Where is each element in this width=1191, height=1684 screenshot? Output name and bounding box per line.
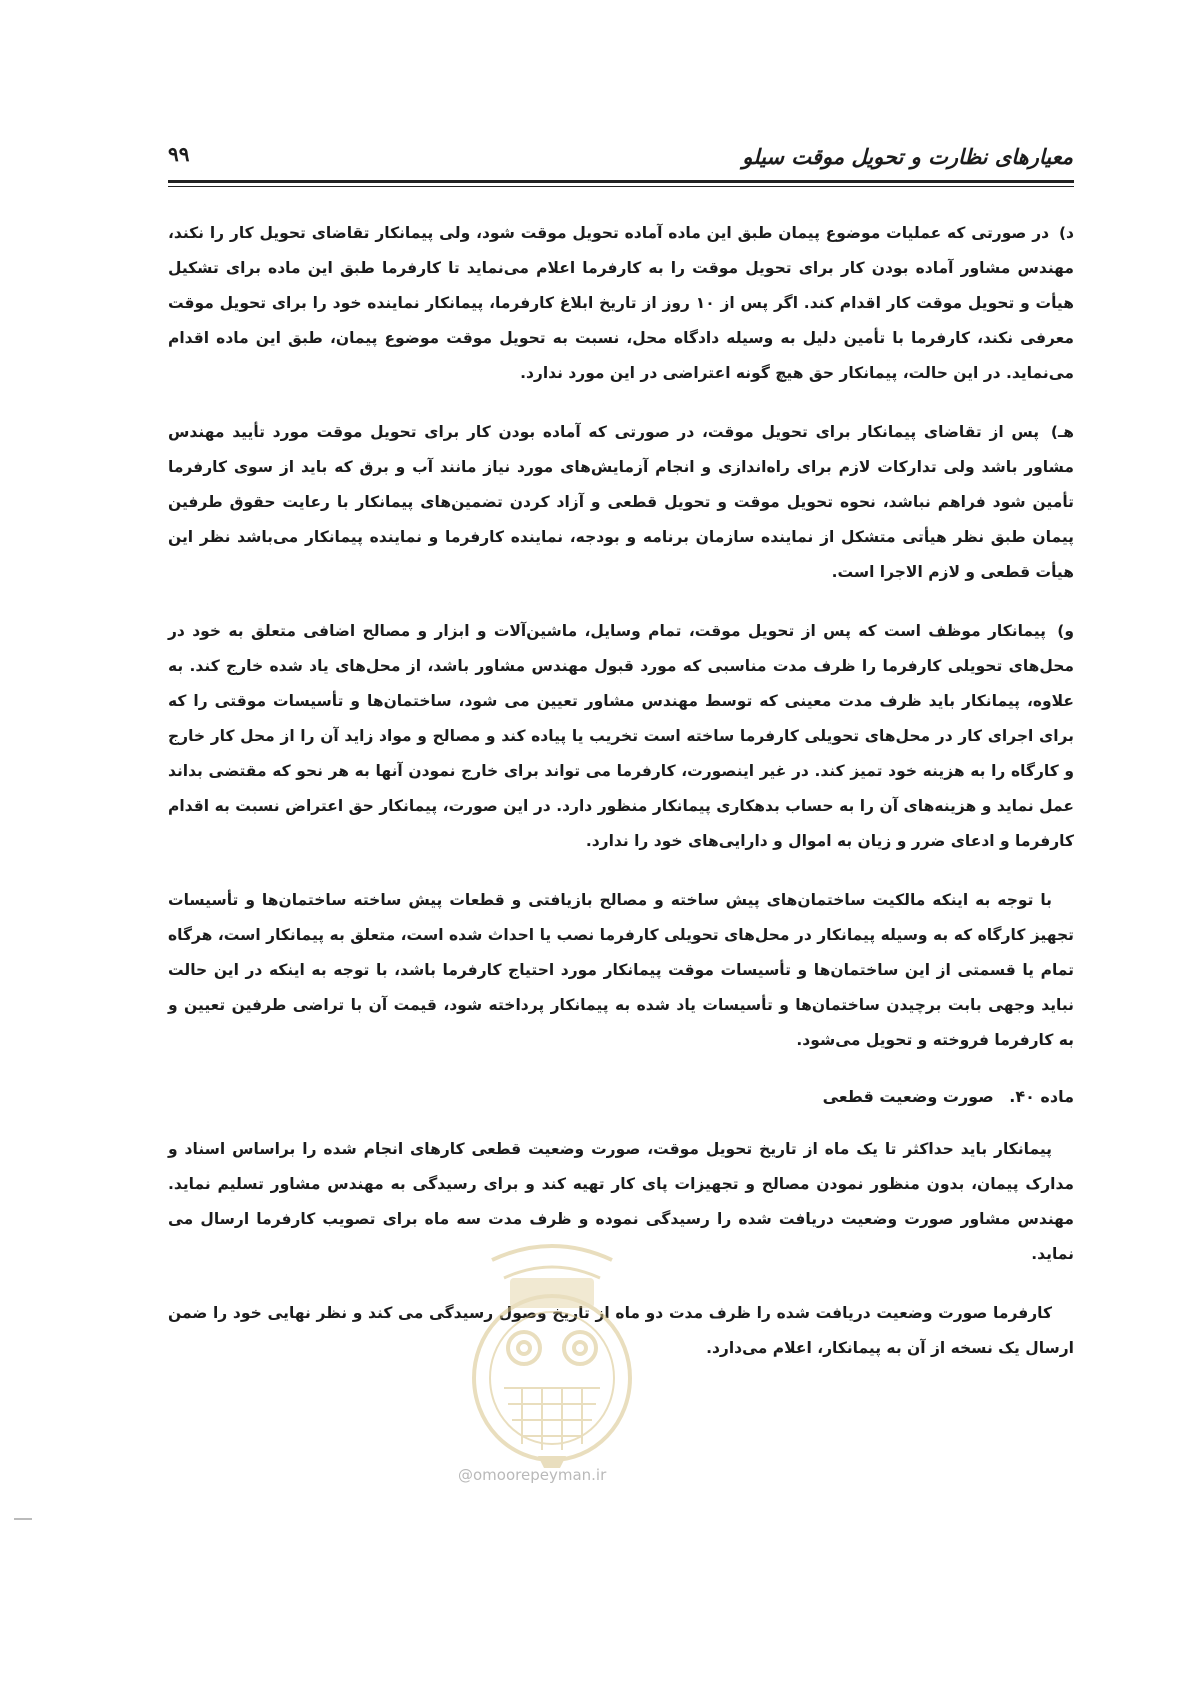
header-rule-thick [168, 180, 1074, 183]
paragraph-he [168, 415, 1074, 590]
section-title: صورت وضعیت قطعی [822, 1087, 994, 1106]
section-number: ماده ۴۰. [1009, 1087, 1074, 1106]
clause-marker: و) [1057, 622, 1074, 640]
page-number: ۹۹ [168, 142, 190, 166]
header-title: معیارهای نظارت و تحویل موقت سیلو [742, 144, 1073, 169]
paragraph-text: پس از تقاضای پیمانکار برای تحویل موقت، در صورتی که آماده بودن کار برای تحویل موقت مورد تأیید مهندس مشاور باشد ولی تدارکات لازم برای راه‌اندازی و انجام آزمایش‌های مورد نیاز مانند آب و برق که باید از سوی کارفرما تأمین شود فراهم نباشد، نحوه تحویل موقت و تحویل قطعی و آزاد کردن تضمین‌های پیمانکار با رعایت حقوق طرفین پیمان طبق نظر هیأتی متشکل از نماینده سازمان برنامه و بودجه، نماینده کارفرما و نماینده پیمانکار می‌باشد نظر این هیأت قطعی و لازم الاجرا است. [168, 423, 1074, 581]
paragraph-text: پیمانکار باید حداکثر تا یک ماه از تاریخ تحویل موقت، صورت وضعیت قطعی کارهای انجام شده را براساس اسناد و مدارک پیمان، بدون منظور نمودن مصالح و تجهیزات پای کار تهیه کند و برای رسیدگی به مهندس مشاور تسلیم نماید. مهندس مشاور صورت وضعیت دریافت شده را رسیدگی نموده و ظرف مدت سه ماه برای تصویب کارفرما ارسال می نماید. [168, 1140, 1074, 1263]
paragraph-text: پیمانکار موظف است که پس از تحویل موقت، تمام وسایل، ماشین‌آلات و ابزار و مصالح اضافی متعلق به خود در محل‌های تحویلی کارفرما را ظرف مدت مناسبی که مورد قبول مهندس مشاور باشد، از محل‌های یاد شده خارج کند. به علاوه، پیمانکار باید ظرف مدت معینی که توسط مهندس مشاور تعیین می شود، ساختمان‌ها و تأسیسات موقتی را که برای اجرای کار در محل‌های تحویلی کارفرما ساخته است تخریب یا پیاده کند و مصالح و مواد زاید آن را از محل کار خارج و کارگاه را به هزینه خود تمیز کند. در غیر اینصورت، کارفرما می تواند برای خارج نمودن آنها به هر نحو که مقتضی بداند عمل نماید و هزینه‌های آن را به حساب بدهکاری پیمانکار منظور دارد. در این صورت، پیمانکار حق اعتراض نسبت به اقدام کارفرما و ادعای ضرر و زیان به اموال و دارایی‌های خود را ندارد. [168, 622, 1074, 850]
body-text [168, 216, 1074, 1390]
clause-marker: هـ) [1050, 423, 1075, 441]
clause-marker: د) [1058, 224, 1074, 242]
paragraph-d [168, 216, 1074, 391]
section-heading [168, 1082, 1074, 1112]
watermark-url: @omoorepeyman.ir [458, 1466, 607, 1484]
paragraph-text: با توجه به اینکه مالکیت ساختمان‌های پیش ساخته و مصالح بازیافتی و قطعات پیش ساخته ساختمان‌ها و تأسیسات تجهیز کارگاه که به وسیله پیمانکار در محل‌های تحویلی کارفرما نصب یا احداث شده است، متعلق به پیمانکار است، هرگاه تمام یا قسمتی از این ساختمان‌ها و تأسیسات موقت پیمانکار مورد احتیاج کارفرما باشد، با توجه به اینکه در این حالت نباید وجهی بابت برچیدن ساختمان‌ها و تأسیسات یاد شده به پیمانکار پرداخته شود، قیمت آن با تراضی طرفین تعیین و به کارفرما فروخته و تحویل می‌شود. [168, 891, 1074, 1049]
header-rule-thin [168, 186, 1074, 187]
paragraph-prefab [168, 883, 1074, 1058]
watermark-seal-icon [452, 1238, 652, 1470]
paragraph-text: در صورتی که عملیات موضوع پیمان طبق این ماده آماده تحویل موقت شود، ولی پیمانکار تقاضای تحویل کار را نکند، مهندس مشاور آماده بودن کار برای تحویل موقت را به کارفرما اعلام می‌نماید تا کارفرما طبق این ماده برای تشکیل هیأت و تحویل موقت کار اقدام کند. اگر پس از ۱۰ روز از تاریخ ابلاغ کارفرما، پیمانکار نماینده خود را برای تحویل موقت معرفی نکند، کارفرما با تأمین دلیل به وسیله دادگاه محل، نسبت به تحویل موقت موضوع پیمان، طبق این ماده اقدام می‌نماید. در این حالت، پیمانکار حق هیچ گونه اعتراضی در این مورد ندارد. [168, 224, 1074, 382]
paragraph-vav [168, 614, 1074, 859]
running-header [168, 140, 1073, 184]
margin-mark [14, 1518, 32, 1520]
paragraph-text: کارفرما صورت وضعیت دریافت شده را ظرف مدت دو ماه از تاریخ وصول رسیدگی می کند و نظر نهایی خود را ضمن ارسال یک نسخه از آن به پیمانکار، اعلام می‌دارد. [168, 1304, 1074, 1357]
